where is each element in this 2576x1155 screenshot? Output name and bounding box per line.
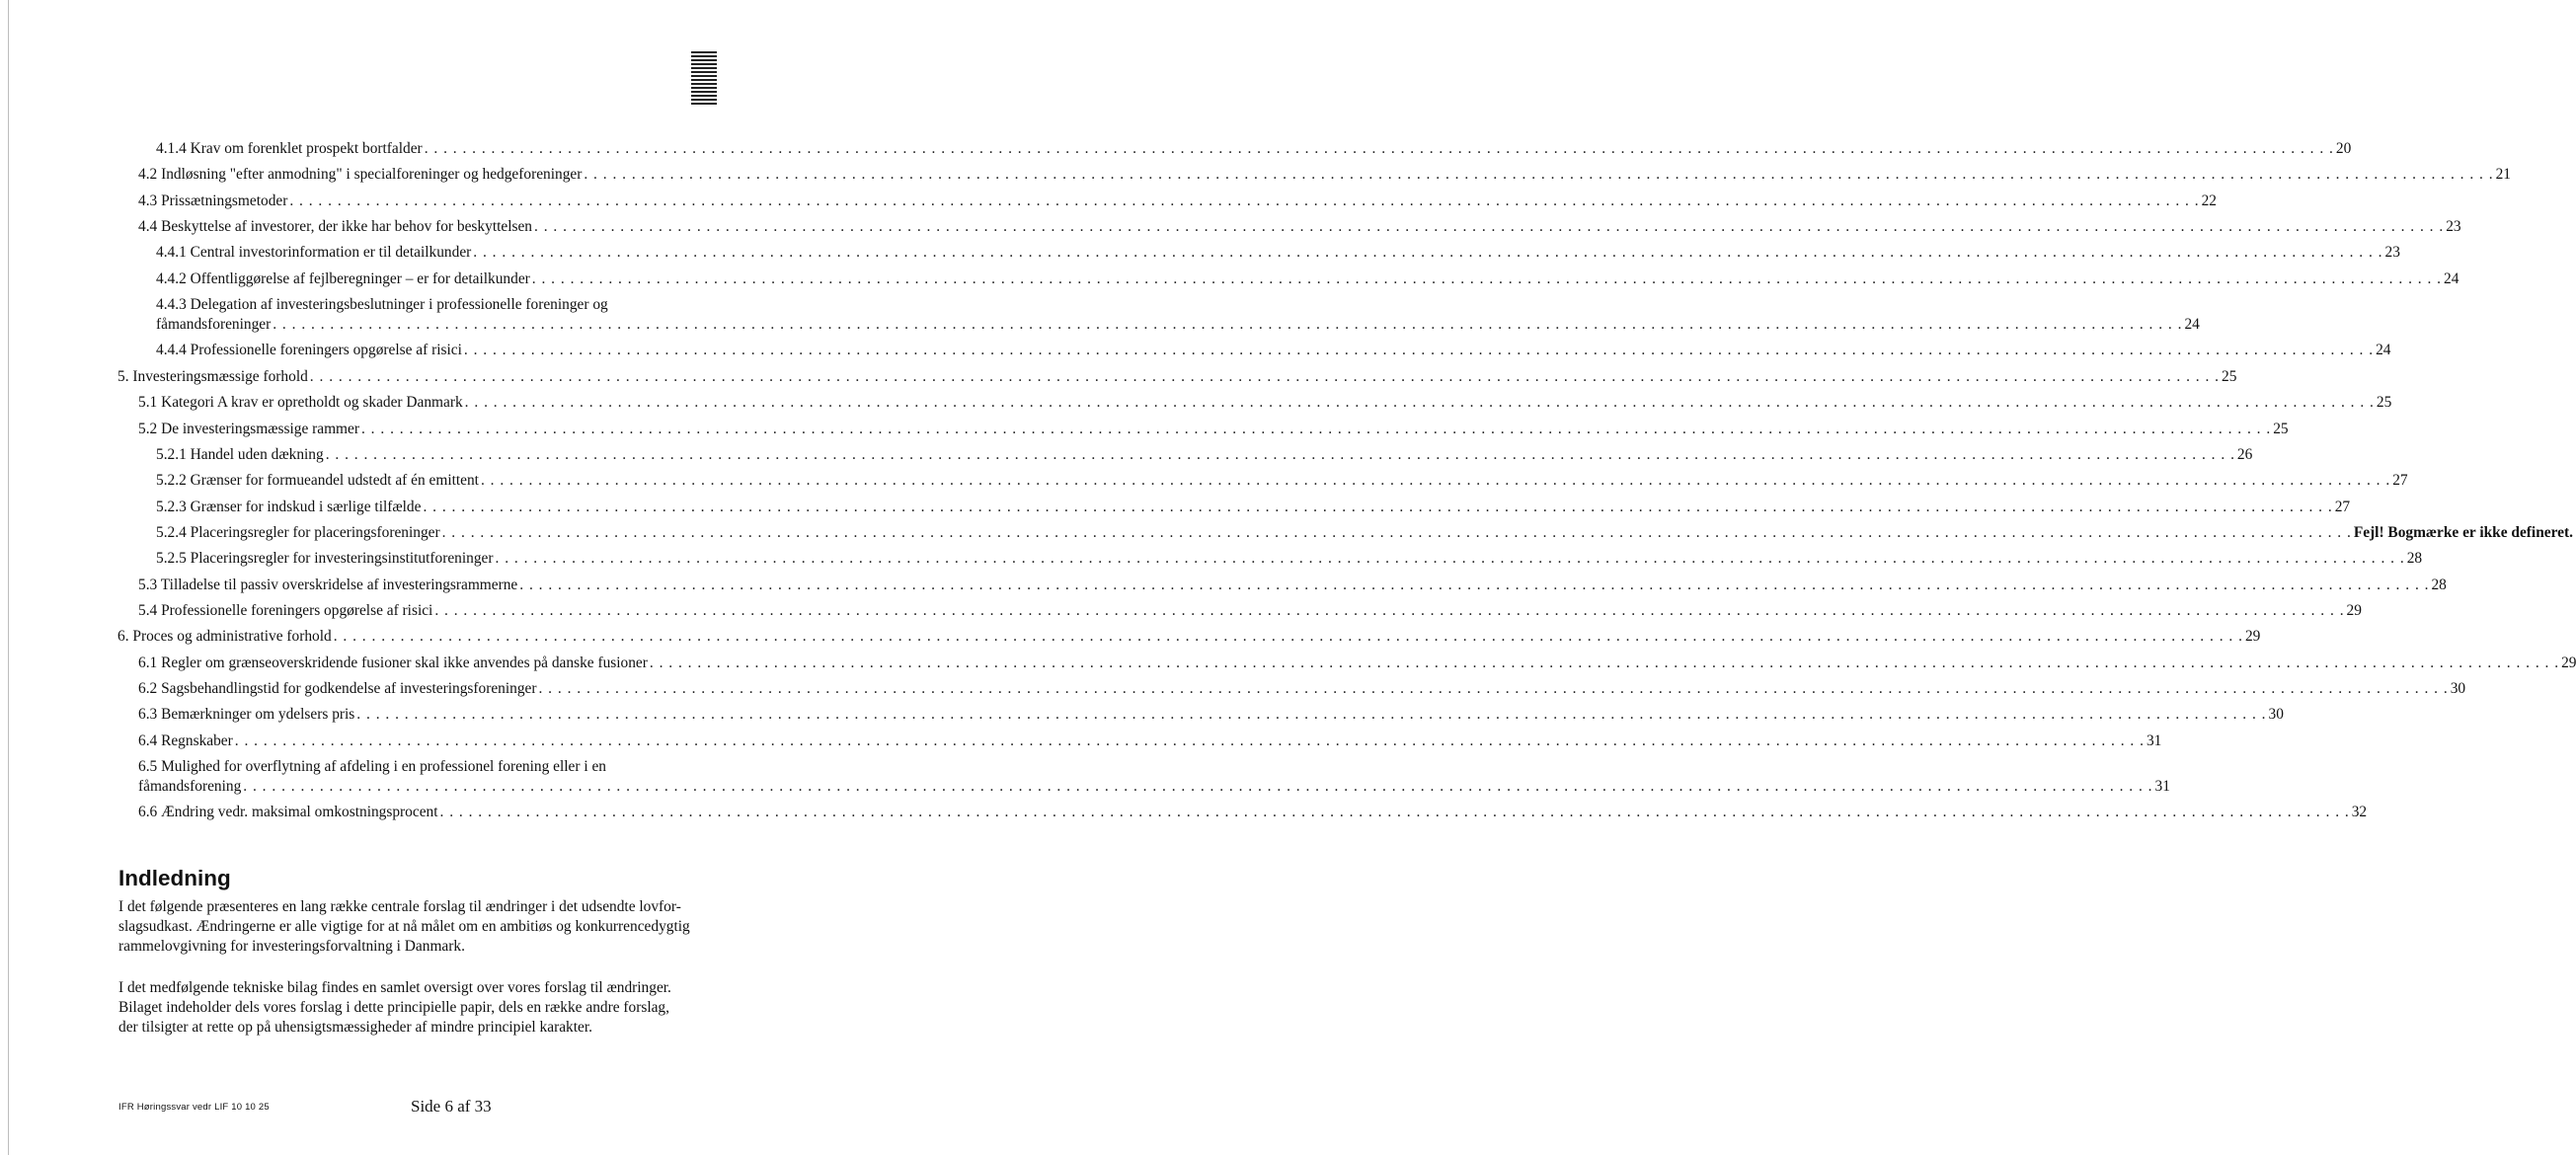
toc-entry[interactable] (138, 576, 2447, 595)
toc-entry-page: Fejl! Bogmærke er ikke defineret. (2353, 523, 2573, 541)
intro-paragraph-2 (118, 978, 750, 1038)
toc-entry-title: 4.4.1 Central investorinformation er til detailkunder (156, 244, 472, 262)
toc-entry-title: 5.2.1 Handel uden dækning (156, 445, 324, 463)
toc-entry-page: 24 (2444, 270, 2459, 287)
toc-entry[interactable] (156, 549, 2423, 569)
toc-entry-title: 5.2 De investeringsmæssige rammer (138, 420, 359, 437)
toc-entry-page: 27 (2392, 472, 2408, 490)
toc-leader-dots: . . . . . . . . . . . . . . . . . . . . . . . . . . . . . . . . . . . . . . . . . . . . . . . . . . . . . . . . . . . . . . . . . . . . . . . . . . . . . . . . . . . . . . . . . . . . . . . . . . . . . . . . . . . . . . . . . . . . . . . . . . . . . . . . . . . . . . . . . . . . . . . . . . . . . . . . . . . . . . . . . . . . . . . . . . . . . . . . . . . . . . . . . . . . . . . . . . . . . . . . (495, 550, 2405, 568)
toc-entry-page: 29 (2346, 601, 2362, 619)
toc-leader-dots: . . . . . . . . . . . . . . . . . . . . . . . . . . . . . . . . . . . . . . . . . . . . . . . . . . . . . . . . . . . . . . . . . . . . . . . . . . . . . . . . . . . . . . . . . . . . . . . . . . . . . . . . . . . . . . . . . . . . . . . . . . . . . . . . . . . . . . . . . . . . . . . . . . . . . . . . . . . . . . . . . . . . . . . . . . . . . . . . . . . . . . . . . . . . . . . . . . . . . . . . (473, 244, 2383, 262)
paragraph-line: I det følgende præsenteres en lang række centrale forslag til ændringer i det udsendte lovfor- (118, 898, 681, 915)
toc-entry-page: 25 (2222, 367, 2237, 385)
toc-entry-page: 29 (2244, 628, 2261, 646)
toc-leader-dots: . . . . . . . . . . . . . . . . . . . . . . . . . . . . . . . . . . . . . . . . . . . . . . . . . . . . . . . . . . . . . . . . . . . . . . . . . . . . . . . . . . . . . . . . . . . . . . . . . . . . . . . . . . . . . . . . . . . . . . . . . . . . . . . . . . . . . . . . . . . . . . . . . . . . . . . . . . . . . . . . . . . . . . . . . . . . . . . . . . . . . . . . . . . . . . . . . . . . . . . . (534, 218, 2445, 236)
toc-entry-page: 26 (2236, 445, 2253, 463)
toc-entry[interactable] (138, 217, 2461, 237)
toc-entry[interactable] (138, 757, 2170, 797)
toc-entry[interactable] (156, 523, 2573, 543)
toc-entry-page: 31 (2154, 778, 2170, 796)
toc-leader-dots: . . . . . . . . . . . . . . . . . . . . . . . . . . . . . . . . . . . . . . . . . . . . . . . . . . . . . . . . . . . . . . . . . . . . . . . . . . . . . . . . . . . . . . . . . . . . . . . . . . . . . . . . . . . . . . . . . . . . . . . . . . . . . . . . . . . . . . . . . . . . . . . . . . . . . . . . . . . . . . . . . . . . . . . . . . . . . . . . . . . . . . . . . . . . . . . . . . . . . . . . (531, 270, 2442, 287)
footer-page-number: Side 6 af 33 (411, 1097, 492, 1116)
toc-entry-page: 25 (2376, 394, 2392, 412)
toc-entry-title-line: 6.5 Mulighed for overflytning af afdeling i en professionel forening eller i en (138, 758, 606, 776)
toc-entry-page: 31 (2146, 732, 2162, 749)
toc-entry[interactable] (156, 295, 2200, 335)
toc-leader-dots: . . . . . . . . . . . . . . . . . . . . . . . . . . . . . . . . . . . . . . . . . . . . . . . . . . . . . . . . . . . . . . . . . . . . . . . . . . . . . . . . . . . . . . . . . . . . . . . . . . . . . . . . . . . . . . . . . . . . . . . . . . . . . . . . . . . . . . . . . . . . . . . . . . . . . . . . . . . . . . . . . . . . . . . . . . . . . . . . . . . . . . . . . . . . . . . . . . . . . . . . (480, 472, 2391, 490)
toc-entry-page: 29 (2561, 654, 2576, 671)
toc-entry-title: 6.6 Ændring vedr. maksimal omkostningsprocent (138, 804, 438, 821)
toc-entry-page: 22 (2201, 192, 2217, 209)
footer-document-name: IFR Høringssvar vedr LIF 10 10 25 (118, 1102, 270, 1113)
toc-entry[interactable] (138, 654, 2576, 673)
paragraph-line: rammelovgivning for investeringsforvaltning i Danmark. (118, 938, 465, 955)
toc-entry-title: 5. Investeringsmæssige forhold (117, 367, 308, 385)
toc-leader-dots: . . . . . . . . . . . . . . . . . . . . . . . . . . . . . . . . . . . . . . . . . . . . . . . . . . . . . . . . . . . . . . . . . . . . . . . . . . . . . . . . . . . . . . . . . . . . . . . . . . . . . . . . . . . . . . . . . . . . . . . . . . . . . . . . . . . . . . . . . . . . . . . . . . . . . . . . . . . . . . . . . . . . . . . . . . . . . . . . . . . . . . . . . . . . . . . . . . . . . . . . (325, 445, 2235, 463)
toc-entry-page: 28 (2406, 550, 2423, 568)
toc-entry[interactable] (156, 498, 2351, 517)
toc-entry[interactable] (138, 420, 2289, 439)
toc-entry-title: fåmandsforeninger (156, 316, 272, 334)
toc-entry-title: 6.2 Sagsbehandlingstid for godkendelse af investeringsforeninger (138, 680, 537, 697)
toc-entry[interactable] (138, 192, 2217, 211)
toc-entry-title: 5.4 Professionelle foreningers opgørelse af risici (138, 601, 433, 619)
toc-entry[interactable] (138, 601, 2362, 621)
toc-entry-title: 4.4.2 Offentliggørelse af fejlberegninger – er for detailkunder (156, 270, 530, 287)
toc-entry[interactable] (156, 445, 2253, 465)
toc-entry-page: 23 (2446, 218, 2461, 236)
toc-entry[interactable] (138, 165, 2511, 185)
toc-leader-dots: . . . . . . . . . . . . . . . . . . . . . . . . . . . . . . . . . . . . . . . . . . . . . . . . . . . . . . . . . . . . . . . . . . . . . . . . . . . . . . . . . . . . . . . . . . . . . . . . . . . . . . . . . . . . . . . . . . . . . . . . . . . . . . . . . . . . . . . . . . . . . . . . . . . . . . . . . . . . . . . . . . . . . . . . . . . . . . . . . . . . . . . . . . . . . . . . . . . . . . . . (441, 523, 2352, 541)
intro-paragraph-1 (118, 897, 750, 957)
toc-entry-title: 5.1 Kategori A krav er opretholdt og skader Danmark (138, 394, 463, 412)
toc-entry[interactable] (156, 243, 2400, 263)
toc-entry-page: 32 (2351, 804, 2368, 821)
toc-entry[interactable] (156, 471, 2408, 491)
toc-entry-page: 24 (2376, 342, 2391, 359)
toc-entry[interactable] (156, 139, 2352, 159)
toc-leader-dots: . . . . . . . . . . . . . . . . . . . . . . . . . . . . . . . . . . . . . . . . . . . . . . . . . . . . . . . . . . . . . . . . . . . . . . . . . . . . . . . . . . . . . . . . . . . . . . . . . . . . . . . . . . . . . . . . . . . . . . . . . . . . . . . . . . . . . . . . . . . . . . . . . . . . . . . . . . . . . . . . . . . . . . . . . . . . . . . . . . . . . . . . . . . . . . . . . . . . . . . . (538, 680, 2449, 697)
logo-icon (691, 51, 717, 111)
toc-leader-dots: . . . . . . . . . . . . . . . . . . . . . . . . . . . . . . . . . . . . . . . . . . . . . . . . . . . . . . . . . . . . . . . . . . . . . . . . . . . . . . . . . . . . . . . . . . . . . . . . . . . . . . . . . . . . . . . . . . . . . . . . . . . . . . . . . . . . . . . . . . . . . . . . . . . . . . . . . . . . . . . . . . . . . . . . . . . . . . . . . . . . . . . . . . . . . . . . . . . . . . . . (464, 394, 2375, 412)
toc-entry-title: 5.3 Tilladelse til passiv overskridelse af investeringsrammerne (138, 576, 518, 593)
toc-leader-dots: . . . . . . . . . . . . . . . . . . . . . . . . . . . . . . . . . . . . . . . . . . . . . . . . . . . . . . . . . . . . . . . . . . . . . . . . . . . . . . . . . . . . . . . . . . . . . . . . . . . . . . . . . . . . . . . . . . . . . . . . . . . . . . . . . . . . . . . . . . . . . . . . . . . . . . . . . . . . . . . . . . . . . . . . . . . . . . . . . . . . . . . . . . . . . . . . . . . . . . . . (463, 342, 2375, 359)
toc-entry-page: 23 (2384, 244, 2400, 262)
toc-entry-title: 4.1.4 Krav om forenklet prospekt bortfalder (156, 140, 423, 157)
toc-leader-dots: . . . . . . . . . . . . . . . . . . . . . . . . . . . . . . . . . . . . . . . . . . . . . . . . . . . . . . . . . . . . . . . . . . . . . . . . . . . . . . . . . . . . . . . . . . . . . . . . . . . . . . . . . . . . . . . . . . . . . . . . . . . . . . . . . . . . . . . . . . . . . . . . . . . . . . . . . . . . . . . . . . . . . . . . . . . . . . . . . . . . . . . . . . . . . . . . . . . . . . . . (289, 192, 2200, 209)
toc-entry-title: 4.3 Prissætningsmetoder (138, 192, 288, 209)
toc-leader-dots: . . . . . . . . . . . . . . . . . . . . . . . . . . . . . . . . . . . . . . . . . . . . . . . . . . . . . . . . . . . . . . . . . . . . . . . . . . . . . . . . . . . . . . . . . . . . . . . . . . . . . . . . . . . . . . . . . . . . . . . . . . . . . . . . . . . . . . . . . . . . . . . . . . . . . . . . . . . . . . . . . . . . . . . . . . . . . . . . . . . . . . . . . . . . . . . . . . . . . . . . (356, 706, 2267, 724)
toc-entry-page: 30 (2268, 706, 2284, 724)
toc-leader-dots: . . . . . . . . . . . . . . . . . . . . . . . . . . . . . . . . . . . . . . . . . . . . . . . . . . . . . . . . . . . . . . . . . . . . . . . . . . . . . . . . . . . . . . . . . . . . . . . . . . . . . . . . . . . . . . . . . . . . . . . . . . . . . . . . . . . . . . . . . . . . . . . . . . . . . . . . . . . . . . . . . . . . . . . . . . . . . . . . . . . . . . . . . . . . . . . . . . . . . . . . (243, 778, 2153, 796)
toc-entry-title: 4.4.4 Professionelle foreningers opgørelse af risici (156, 342, 462, 359)
toc-entry[interactable] (156, 270, 2459, 289)
toc-leader-dots: . . . . . . . . . . . . . . . . . . . . . . . . . . . . . . . . . . . . . . . . . . . . . . . . . . . . . . . . . . . . . . . . . . . . . . . . . . . . . . . . . . . . . . . . . . . . . . . . . . . . . . . . . . . . . . . . . . . . . . . . . . . . . . . . . . . . . . . . . . . . . . . . . . . . . . . . . . . . . . . . . . . . . . . . . . . . . . . . . . . . . . . . . . . . . . . . . . . . . . . . (273, 316, 2183, 334)
toc-entry-title: 5.2.5 Placeringsregler for investeringsinstitutforeninger (156, 550, 494, 568)
toc-entry-page: 27 (2334, 498, 2351, 515)
toc-entry-title: 4.4 Beskyttelse af investorer, der ikke har behov for beskyttelsen (138, 218, 532, 236)
paragraph-line: slagsudkast. Ændringerne er alle vigtige for at nå målet om en ambitiøs og konkurrencedygtig (118, 918, 690, 935)
toc-leader-dots: . . . . . . . . . . . . . . . . . . . . . . . . . . . . . . . . . . . . . . . . . . . . . . . . . . . . . . . . . . . . . . . . . . . . . . . . . . . . . . . . . . . . . . . . . . . . . . . . . . . . . . . . . . . . . . . . . . . . . . . . . . . . . . . . . . . . . . . . . . . . . . . . . . . . . . . . . . . . . . . . . . . . . . . . . . . . . . . . . . . . . . . . . . . . . . . . . . . . . . . . (434, 601, 2345, 619)
toc-leader-dots: . . . . . . . . . . . . . . . . . . . . . . . . . . . . . . . . . . . . . . . . . . . . . . . . . . . . . . . . . . . . . . . . . . . . . . . . . . . . . . . . . . . . . . . . . . . . . . . . . . . . . . . . . . . . . . . . . . . . . . . . . . . . . . . . . . . . . . . . . . . . . . . . . . . . . . . . . . . . . . . . . . . . . . . . . . . . . . . . . . . . . . . . . . . . . . . . . . . . . . . . (333, 628, 2243, 646)
toc-entry[interactable] (138, 679, 2466, 699)
toc-leader-dots: . . . . . . . . . . . . . . . . . . . . . . . . . . . . . . . . . . . . . . . . . . . . . . . . . . . . . . . . . . . . . . . . . . . . . . . . . . . . . . . . . . . . . . . . . . . . . . . . . . . . . . . . . . . . . . . . . . . . . . . . . . . . . . . . . . . . . . . . . . . . . . . . . . . . . . . . . . . . . . . . . . . . . . . . . . . . . . . . . . . . . . . . . . . . . . . . . . . . . . . . (519, 576, 2430, 593)
toc-entry-title: fåmandsforening (138, 778, 242, 796)
toc-leader-dots: . . . . . . . . . . . . . . . . . . . . . . . . . . . . . . . . . . . . . . . . . . . . . . . . . . . . . . . . . . . . . . . . . . . . . . . . . . . . . . . . . . . . . . . . . . . . . . . . . . . . . . . . . . . . . . . . . . . . . . . . . . . . . . . . . . . . . . . . . . . . . . . . . . . . . . . . . . . . . . . . . . . . . . . . . . . . . . . . . . . . . . . . . . . . . . . . . . . . . . . . (423, 498, 2333, 515)
paragraph-line: I det medfølgende tekniske bilag findes en samlet oversigt over vores forslag til ændringer. (118, 979, 671, 996)
page-edge-line (8, 0, 9, 1155)
toc-entry-page: 20 (2335, 140, 2352, 157)
toc-entry[interactable] (138, 732, 2162, 751)
toc-entry-title: 6.1 Regler om grænseoverskridende fusioner skal ikke anvendes på danske fusioner (138, 654, 648, 671)
toc-entry-title: 6.3 Bemærkninger om ydelsers pris (138, 706, 355, 724)
toc-entry-title: 5.2.3 Grænser for indskud i særlige tilfælde (156, 498, 422, 515)
toc-entry-page: 24 (2184, 316, 2200, 334)
toc-leader-dots: . . . . . . . . . . . . . . . . . . . . . . . . . . . . . . . . . . . . . . . . . . . . . . . . . . . . . . . . . . . . . . . . . . . . . . . . . . . . . . . . . . . . . . . . . . . . . . . . . . . . . . . . . . . . . . . . . . . . . . . . . . . . . . . . . . . . . . . . . . . . . . . . . . . . . . . . . . . . . . . . . . . . . . . . . . . . . . . . . . . . . . . . . . . . . . . . . . . . . . . . (584, 166, 2494, 184)
paragraph-line: Bilaget indeholder dels vores forslag i dette principielle papir, dels en række andre forslag, (118, 999, 669, 1016)
toc-entry-page: 21 (2495, 166, 2511, 184)
toc-entry-title-line: 4.4.3 Delegation af investeringsbeslutninger i professionelle foreninger og (156, 296, 608, 314)
toc-leader-dots: . . . . . . . . . . . . . . . . . . . . . . . . . . . . . . . . . . . . . . . . . . . . . . . . . . . . . . . . . . . . . . . . . . . . . . . . . . . . . . . . . . . . . . . . . . . . . . . . . . . . . . . . . . . . . . . . . . . . . . . . . . . . . . . . . . . . . . . . . . . . . . . . . . . . . . . . . . . . . . . . . . . . . . . . . . . . . . . . . . . . . . . . . . . . . . . . . . . . . . . . (649, 654, 2560, 671)
toc-leader-dots: . . . . . . . . . . . . . . . . . . . . . . . . . . . . . . . . . . . . . . . . . . . . . . . . . . . . . . . . . . . . . . . . . . . . . . . . . . . . . . . . . . . . . . . . . . . . . . . . . . . . . . . . . . . . . . . . . . . . . . . . . . . . . . . . . . . . . . . . . . . . . . . . . . . . . . . . . . . . . . . . . . . . . . . . . . . . . . . . . . . . . . . . . . . . . . . . . . . . . . . . (234, 732, 2145, 749)
toc-entry-title: 6.4 Regnskaber (138, 732, 233, 749)
toc-leader-dots: . . . . . . . . . . . . . . . . . . . . . . . . . . . . . . . . . . . . . . . . . . . . . . . . . . . . . . . . . . . . . . . . . . . . . . . . . . . . . . . . . . . . . . . . . . . . . . . . . . . . . . . . . . . . . . . . . . . . . . . . . . . . . . . . . . . . . . . . . . . . . . . . . . . . . . . . . . . . . . . . . . . . . . . . . . . . . . . . . . . . . . . . . . . . . . . . . . . . . . . . (309, 367, 2221, 385)
toc-leader-dots: . . . . . . . . . . . . . . . . . . . . . . . . . . . . . . . . . . . . . . . . . . . . . . . . . . . . . . . . . . . . . . . . . . . . . . . . . . . . . . . . . . . . . . . . . . . . . . . . . . . . . . . . . . . . . . . . . . . . . . . . . . . . . . . . . . . . . . . . . . . . . . . . . . . . . . . . . . . . . . . . . . . . . . . . . . . . . . . . . . . . . . . . . . . . . . . . . . . . . . . . (424, 140, 2334, 157)
toc-entry-page: 30 (2450, 680, 2466, 697)
toc-entry-page: 28 (2431, 576, 2447, 593)
toc-entry[interactable] (156, 341, 2391, 360)
toc-entry[interactable] (117, 627, 2261, 647)
toc-entry-title: 4.2 Indløsning "efter anmodning" i specialforeninger og hedgeforeninger (138, 166, 583, 184)
section-heading: Indledning (118, 866, 231, 890)
paragraph-line: der tilsigter at rette op på uhensigtsmæssigheder af mindre principiel karakter. (118, 1019, 592, 1036)
toc-entry[interactable] (138, 803, 2368, 822)
toc-entry-title: 5.2.4 Placeringsregler for placeringsforeninger (156, 523, 440, 541)
toc-entry[interactable] (138, 393, 2392, 413)
toc-entry-page: 25 (2273, 420, 2289, 437)
toc-entry-title: 5.2.2 Grænser for formueandel udstedt af én emittent (156, 472, 479, 490)
toc-leader-dots: . . . . . . . . . . . . . . . . . . . . . . . . . . . . . . . . . . . . . . . . . . . . . . . . . . . . . . . . . . . . . . . . . . . . . . . . . . . . . . . . . . . . . . . . . . . . . . . . . . . . . . . . . . . . . . . . . . . . . . . . . . . . . . . . . . . . . . . . . . . . . . . . . . . . . . . . . . . . . . . . . . . . . . . . . . . . . . . . . . . . . . . . . . . . . . . . . . . . . . . . (360, 420, 2272, 437)
toc-entry-title: 6. Proces og administrative forhold (117, 628, 332, 646)
toc-leader-dots: . . . . . . . . . . . . . . . . . . . . . . . . . . . . . . . . . . . . . . . . . . . . . . . . . . . . . . . . . . . . . . . . . . . . . . . . . . . . . . . . . . . . . . . . . . . . . . . . . . . . . . . . . . . . . . . . . . . . . . . . . . . . . . . . . . . . . . . . . . . . . . . . . . . . . . . . . . . . . . . . . . . . . . . . . . . . . . . . . . . . . . . . . . . . . . . . . . . . . . . . (439, 804, 2350, 821)
toc-entry[interactable] (138, 705, 2284, 725)
toc-entry[interactable] (117, 367, 2237, 387)
